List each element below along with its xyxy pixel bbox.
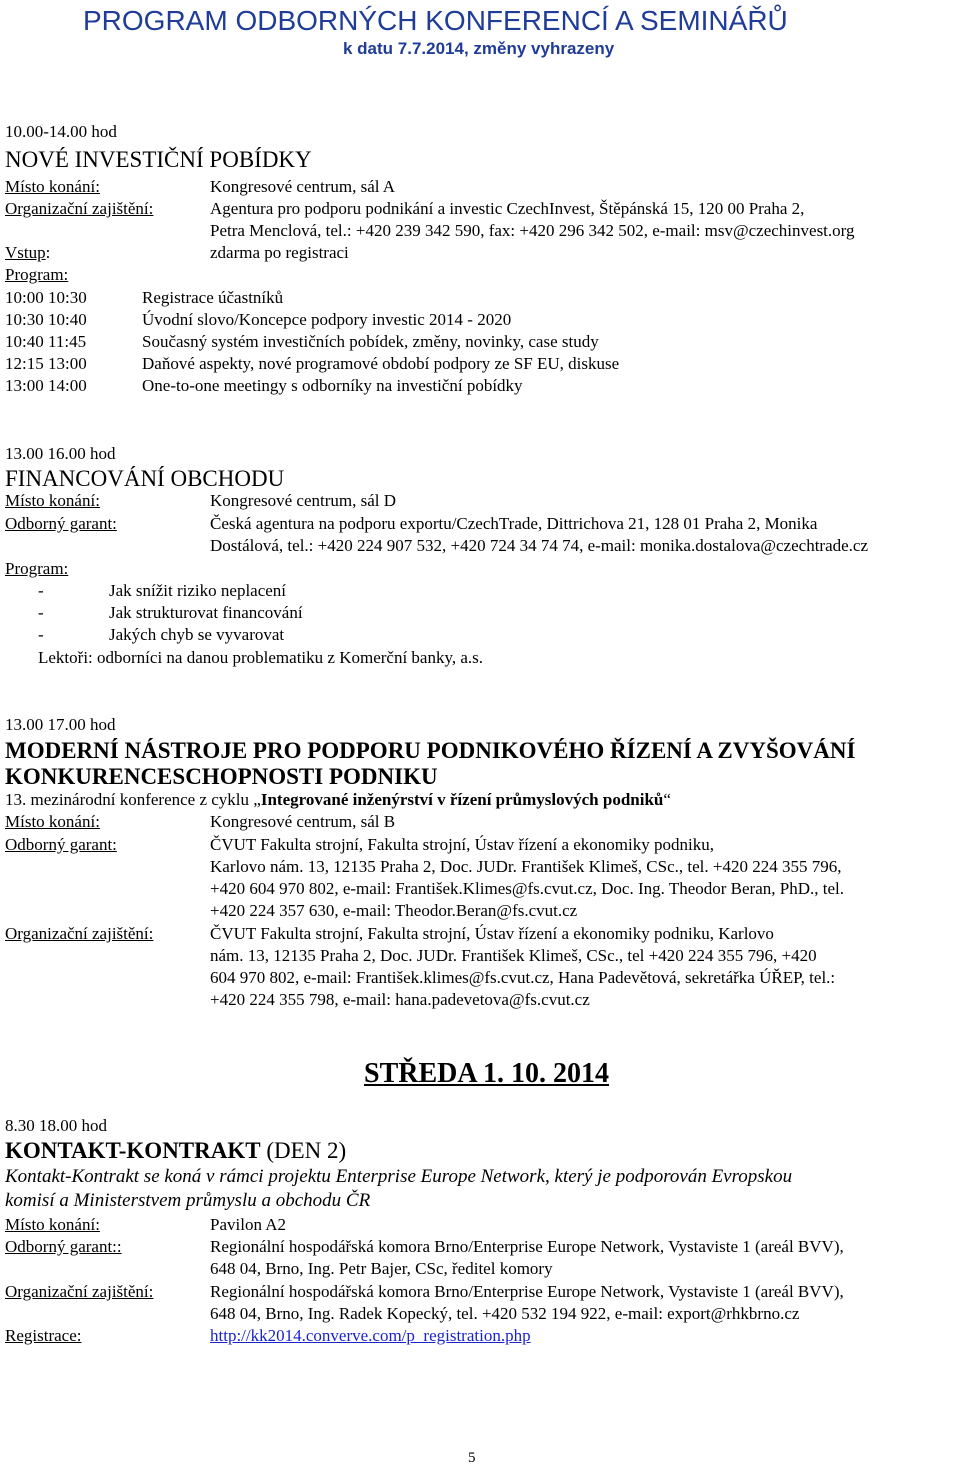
- s1-org-line2: Petra Menclová, tel.: +420 239 342 590, fax: +420 296 342 502, e-mail: msv@czechinvest.org: [210, 221, 855, 240]
- s2-guarantor-line1: Česká agentura na podporu exportu/CzechTrade, Dittrichova 21, 128 01 Praha 2, Monika: [210, 514, 818, 533]
- s1-title: NOVÉ INVESTIČNÍ POBÍDKY: [5, 147, 312, 172]
- s4-venue-label: Místo konání:: [5, 1215, 100, 1234]
- s2-guarantor-label: Odborný garant:: [5, 514, 117, 533]
- s1-org-label: Organizační zajištění:: [5, 199, 154, 218]
- s3-guarantor-label: Odborný garant:: [5, 835, 117, 854]
- s2-venue-label: Místo konání:: [5, 491, 100, 510]
- list-item: Jak snížit riziko neplacení: [109, 581, 287, 600]
- schedule-row: [5, 375, 523, 397]
- list-item: Jakých chyb se vyvarovat: [109, 625, 285, 644]
- s3-intro-suffix: “: [663, 790, 671, 809]
- s3-org-line: ČVUT Fakulta strojní, Fakulta strojní, Ústav řízení a ekonomiky podniku, Karlovo: [210, 924, 774, 943]
- schedule-time: 10:40 11:45: [5, 332, 87, 351]
- s3-org-line: nám. 13, 12135 Praha 2, Doc. JUDr. František Klimeš, CSc., tel +420 224 355 796, +420: [210, 946, 817, 965]
- s3-venue: Kongresové centrum, sál B: [210, 812, 396, 831]
- s1-time: 10.00-14.00 hod: [5, 122, 117, 141]
- s4-time: 8.30 18.00 hod: [5, 1116, 107, 1135]
- schedule-time: 10:00 10:30: [5, 288, 87, 307]
- list-dash: -: [38, 581, 44, 600]
- schedule-text: Současný systém investičních pobídek, změny, novinky, case study: [142, 332, 599, 351]
- schedule-row: [5, 353, 619, 375]
- s3-guarantor-line: ČVUT Fakulta strojní, Fakulta strojní, Ústav řízení a ekonomiky podniku,: [210, 835, 714, 854]
- s1-program-label: Program:: [5, 265, 69, 284]
- s2-lecturers: Lektoři: odborníci na danou problematiku z Komerční banky, a.s.: [38, 648, 484, 667]
- list-dash: -: [38, 603, 44, 622]
- s4-org-line2: 648 04, Brno, Ing. Radek Kopecký, tel. +420 532 194 922, e-mail: export@rhkbrno.cz: [210, 1304, 800, 1323]
- s2-time: 13.00 16.00 hod: [5, 444, 116, 463]
- schedule-time: 10:30 10:40: [5, 310, 87, 329]
- schedule-text: Daňové aspekty, nové programové období podpory ze SF EU, diskuse: [142, 354, 620, 373]
- s1-entry-colon: :: [45, 243, 51, 262]
- s1-entry: zdarma po registraci: [210, 243, 349, 262]
- schedule-row: [5, 287, 283, 309]
- s3-title-line1: MODERNÍ NÁSTROJE PRO PODPORU PODNIKOVÉHO ŘÍZENÍ A ZVYŠOVÁNÍ: [5, 738, 856, 763]
- s4-desc-line2: komisí a Ministerstvem průmyslu a obchodu ČR: [5, 1190, 371, 1211]
- s3-title-line2: KONKURENCESCHOPNOSTI PODNIKU: [5, 764, 438, 789]
- s4-desc-line1: Kontakt-Kontrakt se koná v rámci projektu Enterprise Europe Network, který je podporován Evropskou: [5, 1166, 793, 1187]
- s3-guarantor-line: +420 604 970 802, e-mail: František.Klimes@fs.cvut.cz, Doc. Ing. Theodor Beran, PhD., tel.: [210, 879, 844, 898]
- list-item: Jak strukturovat financování: [109, 603, 303, 622]
- s4-title-rest: (DEN 2): [260, 1138, 347, 1163]
- schedule-row: [5, 309, 511, 331]
- page-title: PROGRAM ODBORNÝCH KONFERENCÍ A SEMINÁŘŮ: [83, 5, 788, 36]
- s4-guarantor-line1: Regionální hospodářská komora Brno/Enterprise Europe Network, Vystaviste 1 (areál BVV),: [210, 1237, 844, 1256]
- s3-venue-label: Místo konání:: [5, 812, 100, 831]
- s4-title-bold: KONTAKT-KONTRAKT: [5, 1138, 261, 1163]
- s3-org-label: Organizační zajištění:: [5, 924, 154, 943]
- s3-intro-bold: Integrované inženýrství v řízení průmyslových podniků: [260, 790, 664, 809]
- s2-venue: Kongresové centrum, sál D: [210, 491, 397, 510]
- s2-title: FINANCOVÁNÍ OBCHODU: [5, 466, 285, 491]
- schedule-row: [5, 331, 599, 353]
- s3-org-line: 604 970 802, e-mail: František.klimes@fs.cvut.cz, Hana Padevětová, sekretářka ÚŘEP, tel.:: [210, 968, 836, 987]
- s3-time: 13.00 17.00 hod: [5, 715, 116, 734]
- registration-link[interactable]: http://kk2014.converve.com/p_registration.php: [210, 1326, 531, 1345]
- schedule-time: 12:15 13:00: [5, 354, 87, 373]
- s4-reg-label: Registrace:: [5, 1326, 82, 1345]
- s1-venue: Kongresové centrum, sál A: [210, 177, 396, 196]
- s2-program-label: Program:: [5, 559, 69, 578]
- s2-guarantor-line2: Dostálová, tel.: +420 224 907 532, +420 724 34 74 74, e-mail: monika.dostalova@czechtrade.cz: [210, 536, 869, 555]
- s1-entry-label-wrap: [5, 242, 50, 264]
- s4-org-label: Organizační zajištění:: [5, 1282, 154, 1301]
- schedule-time: 13:00 14:00: [5, 376, 87, 395]
- s4-guarantor-label: Odborný garant::: [5, 1237, 122, 1256]
- s3-intro-prefix: 13. mezinárodní konference z cyklu „: [5, 790, 261, 809]
- s3-intro: [5, 789, 671, 811]
- s3-org-line: +420 224 355 798, e-mail: hana.padevetova@fs.cvut.cz: [210, 990, 590, 1009]
- s1-entry-label: Vstup: [5, 243, 46, 262]
- s4-title: [5, 1138, 346, 1164]
- schedule-text: Registrace účastníků: [142, 288, 284, 307]
- schedule-text: One-to-one meetingy s odborníky na investiční pobídky: [142, 376, 523, 395]
- s3-guarantor-line: +420 224 357 630, e-mail: Theodor.Beran@fs.cvut.cz: [210, 901, 578, 920]
- s1-venue-label: Místo konání:: [5, 177, 100, 196]
- s4-org-line1: Regionální hospodářská komora Brno/Enterprise Europe Network, Vystaviste 1 (areál BVV),: [210, 1282, 844, 1301]
- page-subtitle: k datu 7.7.2014, změny vyhrazeny: [343, 39, 615, 58]
- s1-org-line1: Agentura pro podporu podnikání a investic CzechInvest, Štěpánská 15, 120 00 Praha 2,: [210, 199, 805, 218]
- schedule-text: Úvodní slovo/Koncepce podpory investic 2014 - 2020: [142, 310, 512, 329]
- list-dash: -: [38, 625, 44, 644]
- page-number: 5: [468, 1450, 476, 1466]
- day-heading: STŘEDA 1. 10. 2014: [364, 1058, 610, 1089]
- s4-venue: Pavilon A2: [210, 1215, 287, 1234]
- s3-guarantor-line: Karlovo nám. 13, 12135 Praha 2, Doc. JUDr. František Klimeš, CSc., tel. +420 224 355 796,: [210, 857, 842, 876]
- s4-guarantor-line2: 648 04, Brno, Ing. Petr Bajer, CSc, ředitel komory: [210, 1259, 553, 1278]
